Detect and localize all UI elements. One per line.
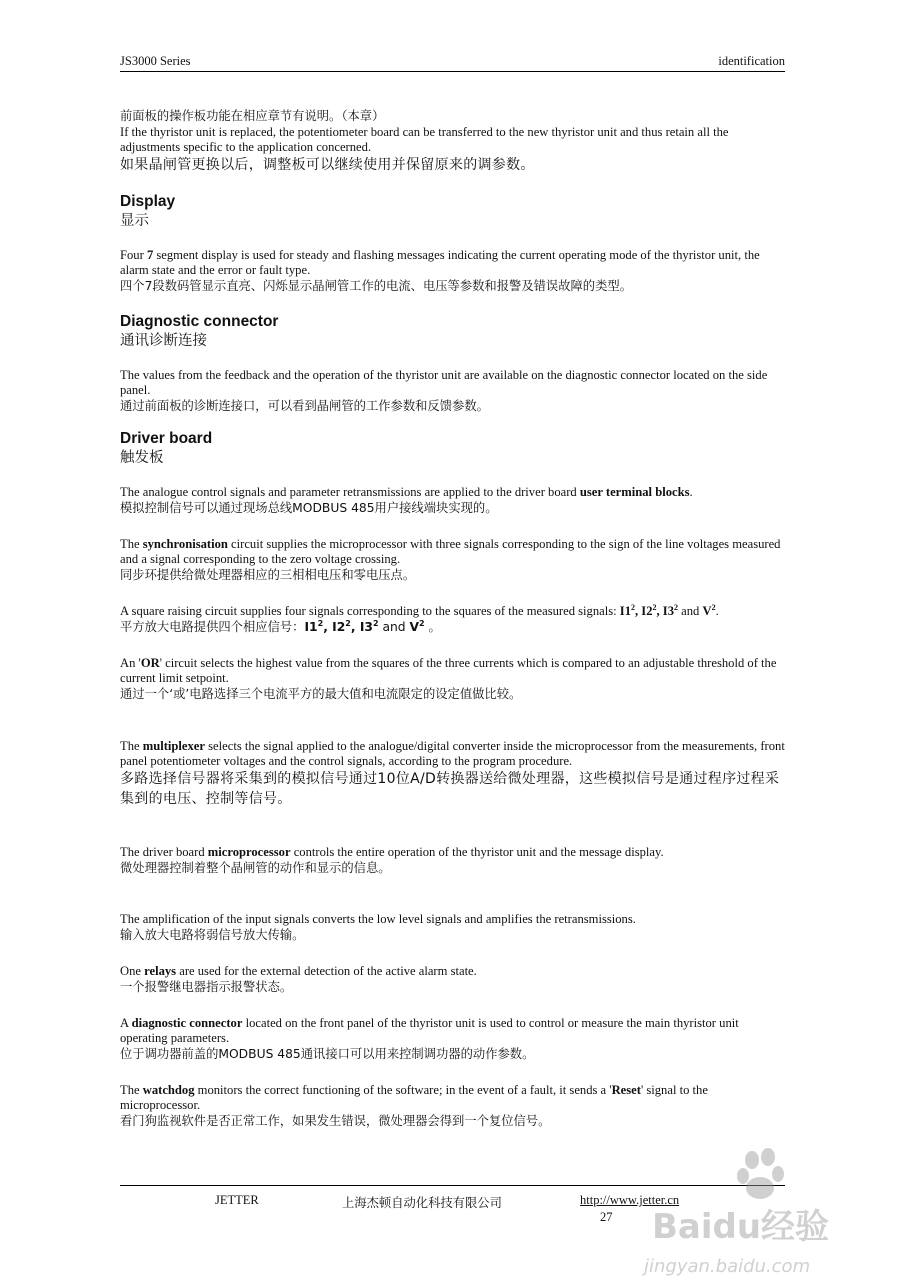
intro-zh-paragraph: 如果晶闸管更换以后，调整板可以继续使用并保留原来的调参数。 (120, 157, 535, 173)
header-series: JS3000 Series (120, 54, 191, 68)
intro-paragraph: If the thyristor unit is replaced, the potentiometer board can be transferred to the new thyristor unit and thus retain all the adjustments specific to the application concerned. (120, 125, 729, 154)
microprocessor-paragraph-zh: 微处理器控制着整个晶闸管的动作和显示的信息。 (120, 861, 391, 875)
square-circuit-paragraph: A square raising circuit supplies four signals corresponding to the squares of the measured signals: $I1^2$, $I2^2$, $I3^2$ and $V^2$. (120, 602, 719, 618)
diagnostic-connector-paragraph-zh: 位于调功器前盖的MODBUS 485通讯接口可以用来控制调功器的动作参数。 (120, 1047, 535, 1061)
page-header (120, 54, 785, 72)
header-section: identification (718, 54, 785, 68)
footer-url-link[interactable]: http://www.jetter.cn (580, 1193, 680, 1207)
terminal-blocks-paragraph-zh: 模拟控制信号可以通过现场总线MODBUS 485用户接线端块实现的。 (120, 501, 498, 515)
footer-company: JETTER (215, 1193, 259, 1207)
page-number: 27 (600, 1210, 613, 1224)
display-paragraph: Four 7 segment display is used for steady and flashing messages indicating the current operating mode of the thyristor unit, the alarm state and the error or fault type. (120, 248, 760, 277)
multiplexer-paragraph-zh: 多路选择信号器将采集到的模拟信号通过10位A/D转换器送给微处理器，这些模拟信号是通过程序过程采集到的电压、控制等信号。 (120, 771, 780, 807)
square-circuit-paragraph-zh: 平方放大电路提供四个相应信号：$I1^2$, $I2^2$, $I3^2$ and $V^2$ 。 (120, 618, 441, 634)
intro-zh-line: 前面板的操作板功能在相应章节有说明。（本章） (120, 109, 385, 123)
footer-company-zh: 上海杰顿自动化科技有限公司 (342, 1196, 502, 1210)
baidu-jingyan-watermark (640, 1148, 880, 1278)
synchronisation-paragraph: The synchronisation circuit supplies the microprocessor with three signals corresponding to the sign of the line voltages measured and a signal corresponding to the zero voltage crossing. (120, 537, 781, 566)
amplification-paragraph-zh: 输入放大电路将弱信号放大传输。 (120, 928, 305, 942)
driver-heading-zh: 触发板 (120, 450, 164, 466)
or-circuit-paragraph: An 'OR' circuit selects the highest value from the squares of the three currents which is compared to an adjustable threshold of the current limit setpoint. (120, 656, 777, 685)
display-heading-zh: 显示 (120, 213, 149, 229)
baidu-paw-icon (640, 1148, 880, 1278)
driver-heading: Driver board (120, 430, 213, 447)
amplification-paragraph: The amplification of the input signals converts the low level signals and amplifies the retransmissions. (120, 912, 636, 926)
relays-paragraph: One relays are used for the external detection of the active alarm state. (120, 964, 477, 978)
synchronisation-paragraph-zh: 同步环提供给微处理器相应的三相相电压和零电压点。 (120, 568, 416, 582)
page-content (120, 108, 785, 1130)
terminal-blocks-paragraph: The analogue control signals and parameter retransmissions are applied to the driver board user terminal blocks. (120, 485, 693, 499)
watchdog-paragraph-zh: 看门狗监视软件是否正常工作，如果发生错误，微处理器会得到一个复位信号。 (120, 1114, 551, 1128)
svg-text:jingyan.baidu.com: jingyan.baidu.com (644, 1256, 811, 1277)
display-paragraph-zh: 四个7段数码管显示直亮、闪烁显示晶闸管工作的电流、电压等参数和报警及错误故障的类型。 (120, 279, 632, 293)
or-circuit-paragraph-zh: 通过一个‘或’电路选择三个电流平方的最大值和电流限定的设定值做比较。 (120, 687, 522, 701)
relays-paragraph-zh: 一个报警继电器指示报警状态。 (120, 980, 293, 994)
watchdog-paragraph: The watchdog monitors the correct functioning of the software; in the event of a fault, it sends a 'Reset' signal to the microprocessor. (120, 1083, 708, 1112)
display-heading: Display (120, 193, 176, 210)
multiplexer-paragraph: The multiplexer selects the signal applied to the analogue/digital converter inside the microprocessor from the measurements, front panel potentiometer voltages and the control signals, according to the program procedure. (120, 739, 785, 768)
diagnostic-heading-zh: 通讯诊断连接 (120, 333, 207, 349)
diagnostic-paragraph-zh: 通过前面板的诊断连接口，可以看到晶闸管的工作参数和反馈参数。 (120, 399, 489, 413)
microprocessor-paragraph: The driver board microprocessor controls the entire operation of the thyristor unit and the message display. (120, 845, 664, 859)
diagnostic-connector-paragraph: A diagnostic connector located on the front panel of the thyristor unit is used to control or measure the main thyristor unit operating parameters. (120, 1016, 739, 1045)
diagnostic-paragraph: The values from the feedback and the operation of the thyristor unit are available on the diagnostic connector located on the side panel. (120, 368, 768, 397)
svg-text:Baidu经验: Baidu经验 (652, 1207, 830, 1247)
diagnostic-heading: Diagnostic connector (120, 313, 279, 330)
